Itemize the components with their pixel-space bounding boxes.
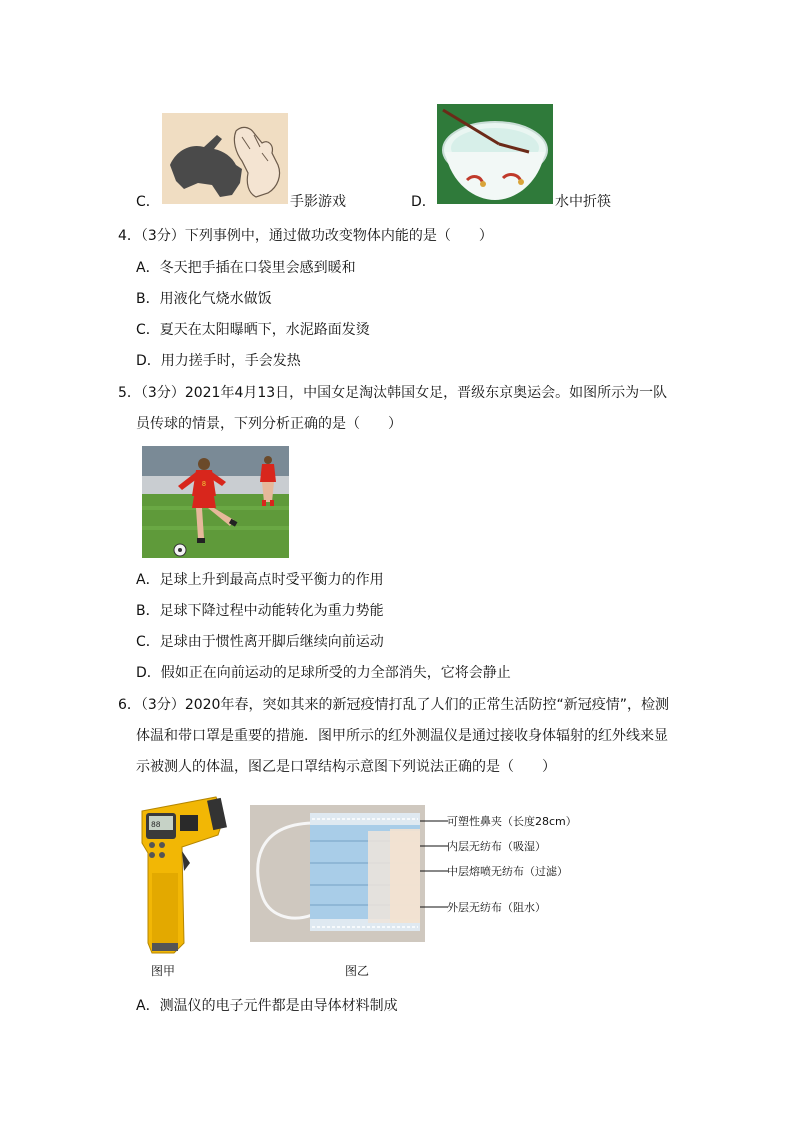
jersey-number: 8 [202, 481, 206, 488]
question-4-option-c: C．夏天在太阳曝晒下，水泥路面发烫 [136, 322, 370, 338]
option-c-text: 手影游戏 [290, 194, 346, 210]
question-5-option-b: B．足球下降过程中动能转化为重力势能 [136, 603, 384, 619]
option-c-letter: C． [136, 194, 160, 210]
question-5-option-a: A．足球上升到最高点时受平衡力的作用 [136, 572, 384, 588]
question-6-stem-line-1: 6．（3分）2020年春，突如其来的新冠疫情打乱了人们的正常生活防控“新冠疫情”，检测 [118, 697, 669, 713]
bowl-chopstick-image [437, 104, 553, 204]
hand-shadow-image [162, 113, 288, 204]
question-5-option-c: C．足球由于惯性离开脚后继续向前运动 [136, 634, 384, 650]
mask-label-middle-layer: 中层熔喷无纺布（过滤） [447, 865, 568, 878]
question-6-option-a: A．测温仪的电子元件都是由导体材料制成 [136, 998, 398, 1014]
question-6-stem-line-2: 体温和带口罩是重要的措施．图甲所示的红外测温仪是通过接收身体辐射的红外线来显 [136, 728, 668, 744]
svg-text:88: 88 [151, 821, 161, 830]
mask-label-nose-clip: 可塑性鼻夹（长度28cm） [447, 815, 577, 828]
mask-label-lines [420, 812, 450, 912]
option-d-letter: D． [411, 194, 436, 210]
soccer-player-image [142, 446, 289, 558]
question-4-option-b: B．用液化气烧水做饭 [136, 291, 272, 307]
question-4-option-a: A．冬天把手插在口袋里会感到暖和 [136, 260, 356, 276]
mask-label-outer-layer: 外层无纺布（阻水） [447, 901, 546, 914]
figure-b-caption: 图乙 [345, 964, 370, 978]
mask-label-inner-layer: 内层无纺布（吸湿） [447, 840, 546, 853]
question-5-stem-line-2: 员传球的情景，下列分析正确的是（ ） [136, 416, 402, 432]
mask-structure-image [250, 805, 425, 942]
question-5-option-d: D．假如正在向前运动的足球所受的力全部消失，它将会静止 [136, 665, 511, 681]
question-4-option-d: D．用力搓手时，手会发热 [136, 353, 301, 369]
question-4-stem: 4．（3分）下列事例中，通过做功改变物体内能的是（ ） [118, 228, 493, 244]
infrared-thermometer-image [138, 793, 228, 958]
question-5-stem-line-1: 5．（3分）2021年4月13日，中国女足淘汰韩国女足，晋级东京奥运会。如图所示为一队 [118, 385, 668, 401]
option-d-text: 水中折筷 [555, 194, 611, 210]
figure-a-caption: 图甲 [151, 964, 176, 978]
question-6-stem-line-3: 示被测人的体温，图乙是口罩结构示意图下列说法正确的是（ ） [136, 759, 556, 775]
